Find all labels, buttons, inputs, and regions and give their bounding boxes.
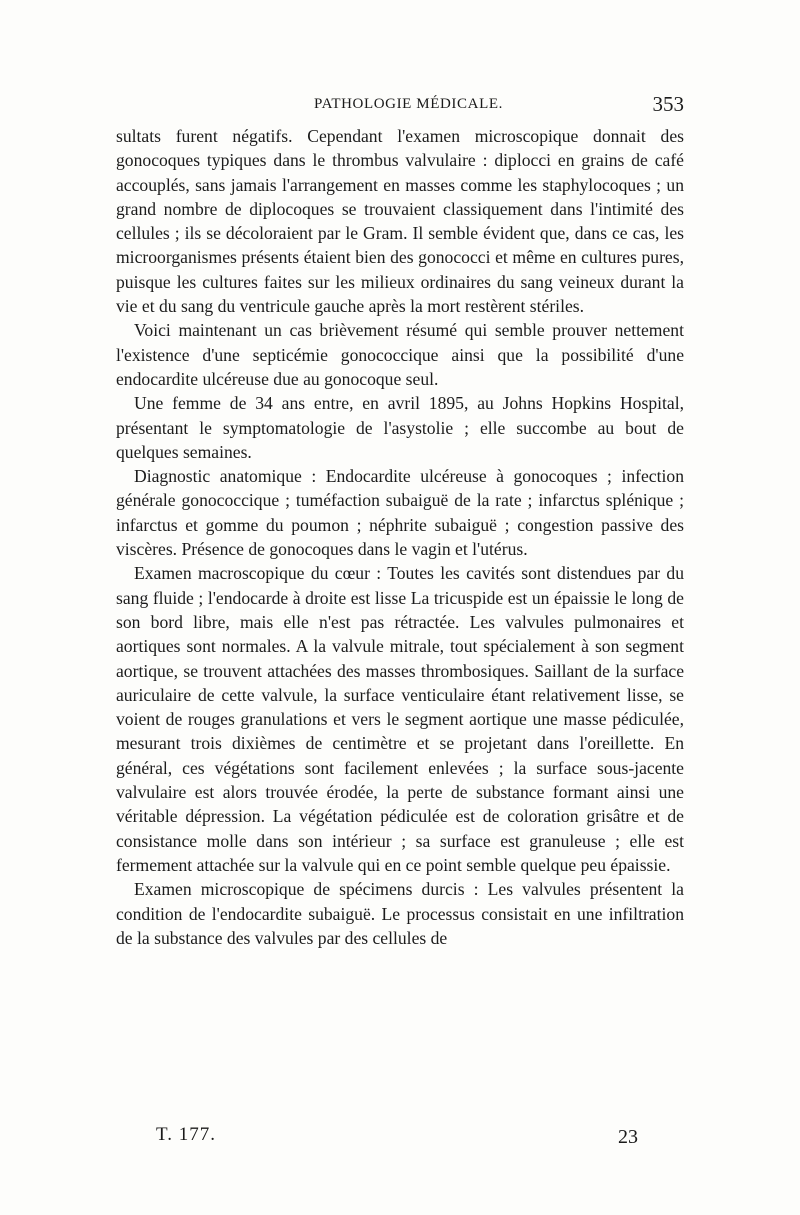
body-text	[116, 124, 684, 950]
page-footer	[156, 1124, 684, 1152]
signature-mark: 23	[618, 1126, 638, 1148]
paragraph-microscopic-exam: Examen microscopique de spécimens durcis : Les valvules présentent la condition de l'endocardite subaiguë. Le processus consistait en une infiltration de la substance des valvules par des cellules de	[116, 879, 684, 948]
paragraph-patient: Une femme de 34 ans entre, en avril 1895, au Johns Hopkins Hospital, présentant le symptomatologie de l'asystolie ; elle succombe au bout de quelques semaines.	[116, 393, 684, 462]
paragraph-case-intro: Voici maintenant un cas brièvement résumé qui semble prouver nettement l'existence d'une septicémie gonococcique ainsi que la possibilité d'une endocardite ulcéreuse due au gonocoque seul.	[116, 320, 684, 389]
running-title: PATHOLOGIE MÉDICALE.	[314, 96, 503, 112]
page-number: 353	[652, 92, 684, 116]
page-header	[118, 92, 684, 122]
volume-mark: T. 177.	[156, 1124, 216, 1145]
paragraph-macroscopic-exam: Examen macroscopique du cœur : Toutes les cavités sont distendues par du sang fluide ; l'endocarde à droite est lisse La tricuspide est un épaissie le long de son bord libre, mais elle n'est pas rétractée. Les valvules pulmonaires et aortiques sont normales. A la valvule mitrale, tout spécialement à son segment aortique, se trouvent attachées des masses thrombosiques. Saillant de la surface auriculaire de cette valvule, la surface venticulaire étant relativement lisse, se voient de rouges granulations et vers le segment aortique une masse pédiculée, mesurant trois dixièmes de centimètre et se projetant dans l'oreillette. En général, ces végétations sont facilement enlevées ; la surface sous-jacente valvulaire est alors trouvée érodée, la perte de substance formant ainsi une véritable dépression. La végétation pédiculée est de coloration grisâtre et de consistance molle dans son intérieur ; sa surface est granuleuse ; elle est fermement attachée sur la valvule qui en ce point semble quelque peu épaissie.	[116, 563, 684, 875]
paragraph-diagnosis: Diagnostic anatomique : Endocardite ulcéreuse à gonocoques ; infection générale gonococcique ; tuméfaction subaiguë de la rate ; infarctus splénique ; infarctus et gomme du poumon ; néphrite subaiguë ; congestion passive des viscères. Présence de gonocoques dans le vagin et l'utérus.	[116, 466, 684, 560]
paragraph-continued: sultats furent négatifs. Cependant l'examen microscopique donnait des gonocoques typiques dans le thrombus valvulaire : diplocci en grains de café accouplés, sans jamais l'arrangement en masses comme les staphylocoques ; un grand nombre de diplocoques se trouvaient classiquement dans l'intimité des cellules ; ils se décoloraient par le Gram. Il semble évident que, dans ce cas, les microorganismes présents étaient bien des gonococci et même en cultures pures, puisque les cultures faites sur les milieux ordinaires du sang veineux durant la vie et du sang du ventricule gauche après la mort restèrent stériles.	[116, 126, 684, 317]
